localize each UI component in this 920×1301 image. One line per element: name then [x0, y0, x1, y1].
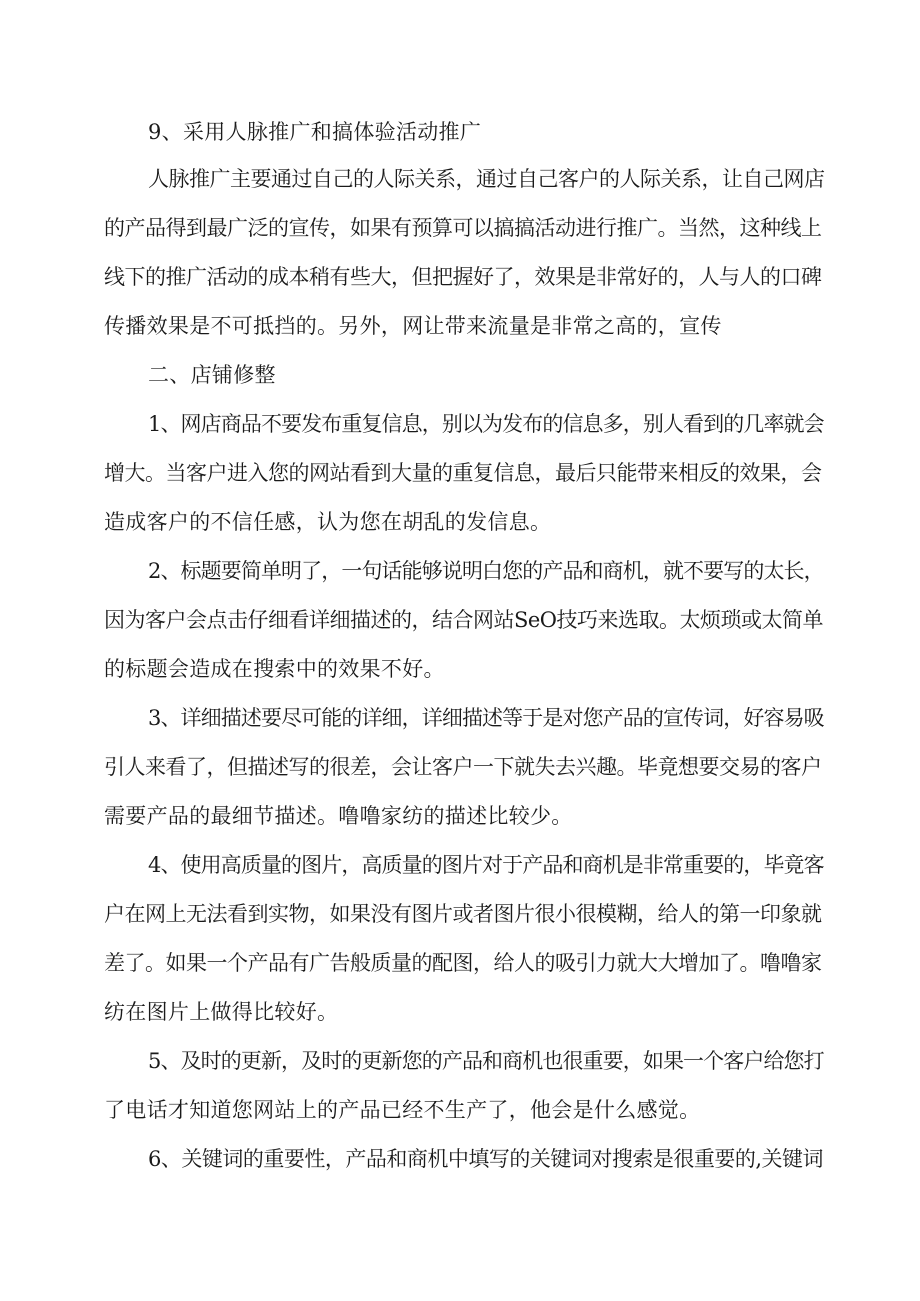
paragraph-line: 户在网上无法看到实物，如果没有图片或者图片很小很模糊，给人的第一印象就 — [104, 902, 822, 926]
paragraph-line: 线下的推广活动的成本稍有些大，但把握好了，效果是非常好的，人与人的口碑 — [104, 265, 822, 289]
paragraph-line: 增大。当客户进入您的网站看到大量的重复信息，最后只能带来相反的效果，会 — [104, 461, 822, 485]
paragraph-line: 1、网店商品不要发布重复信息，别以为发布的信息多，别人看到的几率就会 — [148, 412, 824, 436]
paragraph-line: 差了。如果一个产品有广告般质量的配图，给人的吸引力就大大增加了。噜噜家 — [104, 951, 822, 975]
paragraph-line: 的产品得到最广泛的宣传，如果有预算可以搞搞活动进行推广。当然，这种线上 — [104, 216, 822, 240]
paragraph-line: 4、使用高质量的图片，高质量的图片对于产品和商机是非常重要的，毕竟客 — [148, 853, 824, 877]
paragraph-line: 造成客户的不信任感，认为您在胡乱的发信息。 — [104, 510, 552, 534]
paragraph-line: 6、关键词的重要性，产品和商机中填写的关键词对搜索是很重要的,关键词 — [148, 1147, 824, 1171]
paragraph-line: 3、详细描述要尽可能的详细，详细描述等于是对您产品的宣传词，好容易吸 — [148, 706, 824, 730]
paragraph-line: 的标题会造成在搜索中的效果不好。 — [104, 657, 445, 681]
paragraph-line: 因为客户会点击仔细看详细描述的，结合网站SeO技巧来选取。太烦琐或太简单 — [104, 608, 824, 632]
paragraph-line: 需要产品的最细节描述。噜噜家纺的描述比较少。 — [104, 804, 573, 828]
paragraph-line: 了电话才知道您网站上的产品已经不生产了，他会是什么感觉。 — [104, 1098, 701, 1122]
paragraph-line: 人脉推广主要通过自己的人际关系，通过自己客户的人际关系，让自己网店 — [148, 167, 825, 191]
paragraph-line: 5、及时的更新，及时的更新您的产品和商机也很重要，如果一个客户给您打 — [148, 1049, 824, 1073]
paragraph-line: 引人来看了，但描述写的很差，会让客户一下就失去兴趣。毕竟想要交易的客户 — [104, 755, 822, 779]
paragraph-line: 传播效果是不可抵挡的。另外，网让带来流量是非常之高的，宣传 — [104, 314, 722, 338]
section-heading-9: 9、采用人脉推广和搞体验活动推广 — [148, 120, 482, 144]
paragraph-line: 纺在图片上做得比较好。 — [104, 1000, 339, 1024]
paragraph-line: 2、标题要简单明了，一句话能够说明白您的产品和商机，就不要写的太长， — [148, 559, 824, 583]
section-heading-store-renovation: 二、店铺修整 — [148, 363, 276, 387]
